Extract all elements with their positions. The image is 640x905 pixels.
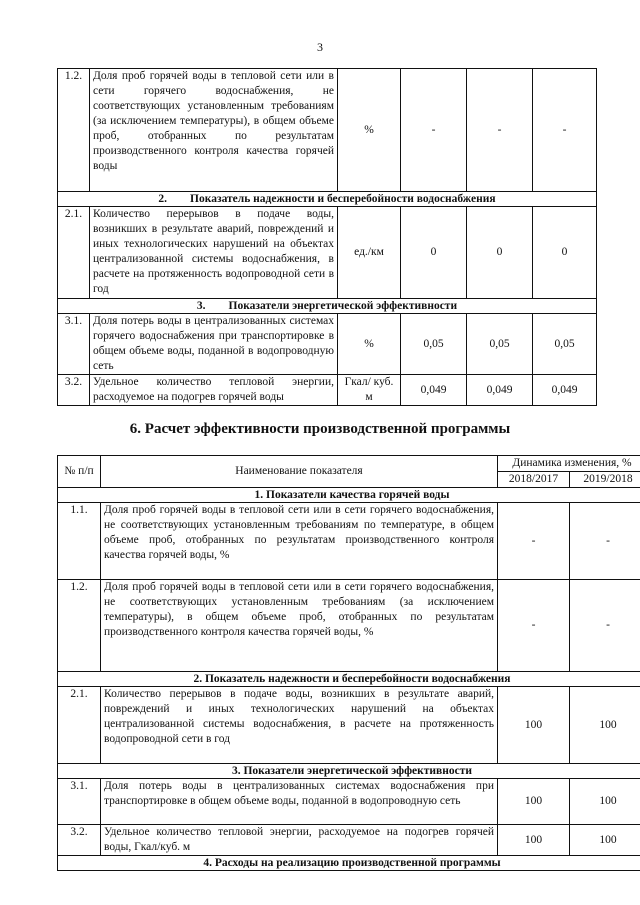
value-cell: 0,05 [533,314,597,375]
value-cell: 100 [498,779,570,825]
indicator-name: Удельное количество тепловой энергии, расходуемое на подогрев горячей воды [90,375,338,406]
row-number: 2.1. [58,687,101,764]
value-cell: - [498,503,570,580]
table-row [58,825,640,856]
indicator-name: Доля потерь воды в централизованных системах горячего водоснабжения при транспортировке в общем объеме воды, поданной в водопроводную сеть [90,314,338,375]
period-header: 2019/2018 [570,472,640,488]
value-cell: 0 [533,207,597,299]
table-row [58,779,640,825]
value-cell: 0,049 [533,375,597,406]
name-header: Наименование показателя [101,456,498,488]
section-row [58,672,640,687]
row-number: 3.1. [58,314,90,375]
section-row [58,856,640,871]
value-cell: 0 [467,207,533,299]
section-heading: 6. Расчет эффективности производственной программы [129,421,511,437]
efficiency-table [57,455,640,871]
row-number: 1.1. [58,503,101,580]
value-cell: 0,05 [401,314,467,375]
row-number: 3.2. [58,825,101,856]
value-cell: 0,05 [467,314,533,375]
table-row [58,503,640,580]
value-cell: 100 [570,825,640,856]
section-row [58,488,640,503]
indicator-name: Доля потерь воды в централизованных системах водоснабжения при транспортировке в общем объеме воды, поданной в водопроводную сеть [101,779,498,825]
section-title: 2. Показатель надежности и бесперебойности водоснабжения [58,672,640,687]
value-cell: - [570,580,640,672]
page-number: 3 [317,40,323,54]
unit-cell: ед./км [338,207,401,299]
value-cell: 100 [498,825,570,856]
number-header: № п/п [58,456,101,488]
unit-cell: Гкал/ куб. м [338,375,401,406]
row-number: 3.2. [58,375,90,406]
row-number: 3.1. [58,779,101,825]
section-title: 2. Показатель надежности и бесперебойности водоснабжения [58,192,597,207]
value-cell: - [498,580,570,672]
header-row [58,456,640,472]
value-cell: 0,049 [401,375,467,406]
section-row [58,299,597,314]
section-row [58,192,597,207]
value-cell: 100 [570,779,640,825]
table-row [58,207,597,299]
value-cell: 0,049 [467,375,533,406]
unit-cell: % [338,69,401,192]
indicator-name: Доля проб горячей воды в тепловой сети или в сети горячего водоснабжения, не соответствующих установленным требованиям (за исключением температуры), в общем объеме проб, отобранных по результатам производственного контроля качества горячей воды, % [101,580,498,672]
indicator-name: Количество перерывов в подаче воды, возникших в результате аварий, повреждений и иных технологических нарушений на объектах централизованной системы водоснабжения, в расчете на протяженность водопроводной сети в год [101,687,498,764]
table-row [58,687,640,764]
value-cell: - [401,69,467,192]
indicator-name: Доля проб горячей воды в тепловой сети или в сети горячего водоснабжения, не соответствующих установленным требованиям (за исключением температуры), в общем объеме проб, отобранных по результатам производственного контроля качества горячей воды [90,69,338,192]
table-row [58,375,597,406]
section-row [58,764,640,779]
dynamics-header: Динамика изменения, % [498,456,640,472]
section-title: 4. Расходы на реализацию производственной программы [58,856,640,871]
row-number: 1.2. [58,580,101,672]
row-number: 1.2. [58,69,90,192]
table-row [58,580,640,672]
value-cell: - [570,503,640,580]
period-header: 2018/2017 [498,472,570,488]
indicators-table [57,68,597,406]
indicator-name: Доля проб горячей воды в тепловой сети или в сети горячего водоснабжения, не соответствующих установленным требованиям по температуре, в общем объеме проб, отобранных по результатам производственного контроля качества горячей воды, % [101,503,498,580]
table-row [58,314,597,375]
table-row [58,69,597,192]
value-cell: - [533,69,597,192]
unit-cell: % [338,314,401,375]
value-cell: 100 [570,687,640,764]
indicator-name: Количество перерывов в подаче воды, возникших в результате аварий, повреждений и иных технологических нарушений на объектах централизованной системы водоснабжения, в расчете на протяженность водопроводной сети в год [90,207,338,299]
section-title: 1. Показатели качества горячей воды [58,488,640,503]
indicator-name: Удельное количество тепловой энергии, расходуемое на подогрев горячей воды, Гкал/куб. м [101,825,498,856]
value-cell: - [467,69,533,192]
value-cell: 0 [401,207,467,299]
section-title: 3. Показатели энергетической эффективности [58,764,640,779]
section-title: 3. Показатели энергетической эффективности [58,299,597,314]
row-number: 2.1. [58,207,90,299]
value-cell: 100 [498,687,570,764]
